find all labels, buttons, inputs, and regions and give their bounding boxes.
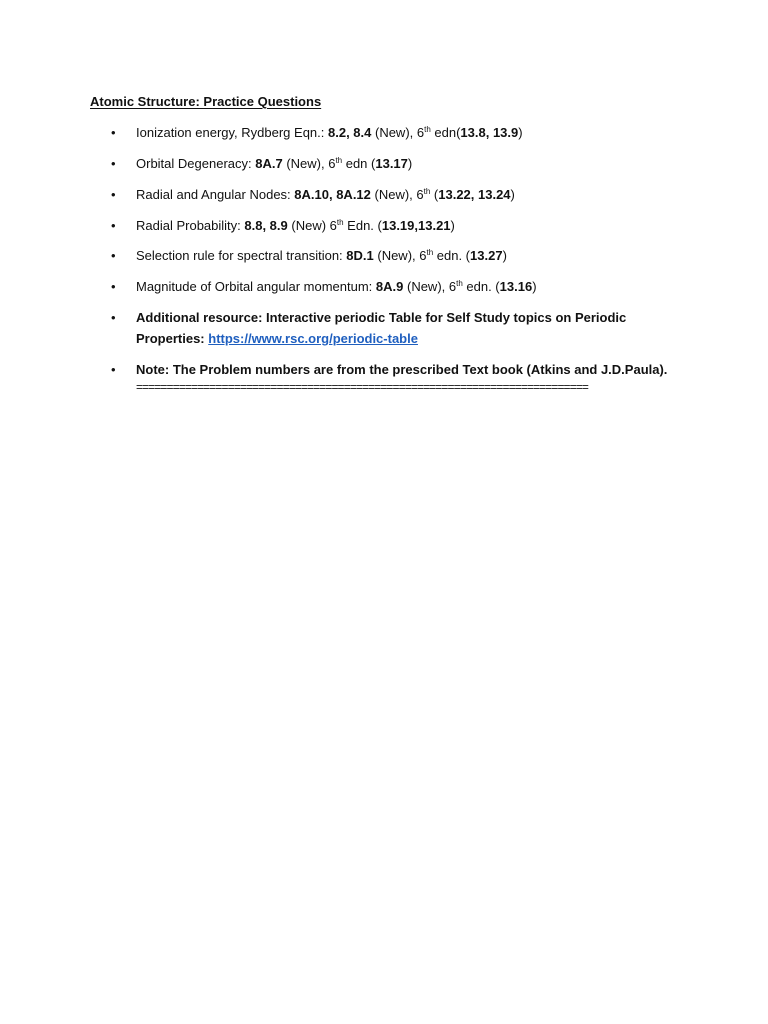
item-close: )	[532, 279, 537, 294]
item-new-problems: 8.2, 8.4	[328, 125, 372, 140]
list-item-text	[136, 185, 696, 205]
item-old-problems: 13.19,13.21	[381, 218, 451, 233]
item-label: Radial Probability:	[136, 218, 245, 233]
item-edition-suffix: edn. (	[433, 248, 471, 263]
item-old-problems: 13.16	[499, 279, 533, 294]
bullet: •	[111, 362, 116, 377]
bullet: •	[111, 218, 116, 233]
item-old-problems: 13.8, 13.9	[460, 125, 519, 140]
item-label: Orbital Degeneracy:	[136, 156, 256, 171]
resource-prefix: Properties:	[136, 331, 209, 346]
item-new-problems: 8D.1	[346, 248, 374, 263]
bullet: •	[111, 125, 116, 140]
item-new-problems: 8A.7	[255, 156, 283, 171]
item-edition-suffix: edn(	[430, 125, 461, 140]
separator-line: ==========================================================================	[136, 380, 588, 394]
item-close: )	[510, 187, 515, 202]
item-label: Ionization energy, Rydberg Eqn.:	[136, 125, 328, 140]
item-superscript: th	[335, 156, 343, 165]
item-edition-suffix: (	[430, 187, 439, 202]
item-edition-suffix: Edn. (	[343, 218, 382, 233]
list-item-text	[136, 216, 696, 236]
item-label: Selection rule for spectral transition:	[136, 248, 347, 263]
item-close: )	[407, 156, 413, 171]
item-old-problems: 13.22, 13.24	[438, 187, 511, 202]
item-close: )	[450, 218, 455, 233]
bullet: •	[111, 156, 116, 171]
item-superscript: th	[424, 125, 431, 134]
note-text: Note: The Problem numbers are from the prescribed Text book (Atkins and J.D.Paula).	[136, 362, 668, 377]
item-edition: (New), 6	[282, 156, 336, 171]
item-edition-suffix: edn (	[342, 156, 376, 171]
list-item-text	[136, 154, 696, 174]
item-close: )	[502, 248, 507, 263]
item-superscript: th	[423, 187, 431, 196]
bullet: •	[111, 279, 116, 294]
page-title: Atomic Structure: Practice Questions	[90, 94, 322, 109]
item-new-problems: 8.8, 8.9	[244, 218, 288, 233]
item-label: Radial and Angular Nodes:	[136, 187, 295, 202]
item-close: )	[518, 125, 523, 140]
bullet: •	[111, 310, 116, 325]
item-superscript: th	[336, 218, 344, 227]
item-superscript: th	[426, 248, 434, 257]
list-item-text	[136, 123, 696, 143]
list-item-text	[136, 246, 696, 266]
item-edition: (New), 6	[370, 187, 424, 202]
item-edition: (New), 6	[403, 279, 457, 294]
item-edition-suffix: edn. (	[462, 279, 500, 294]
list-item-text	[136, 277, 696, 297]
bullet: •	[111, 248, 116, 263]
item-superscript: th	[456, 279, 463, 288]
bullet: •	[111, 187, 116, 202]
item-label: Magnitude of Orbital angular momentum:	[136, 279, 376, 294]
item-new-problems: 8A.10, 8A.12	[294, 187, 371, 202]
item-edition: (New), 6	[371, 125, 425, 140]
item-old-problems: 13.27	[470, 248, 503, 263]
periodic-table-link[interactable]: https://www.rsc.org/periodic-table	[208, 331, 418, 346]
item-edition: (New) 6	[287, 218, 337, 233]
item-new-problems: 8A.9	[375, 279, 404, 294]
item-old-problems: 13.17	[375, 156, 408, 171]
item-edition: (New), 6	[373, 248, 427, 263]
resource-line-1: Additional resource: Interactive periodic Table for Self Study topics on Periodic	[136, 310, 627, 325]
resource-line-2	[136, 329, 696, 349]
